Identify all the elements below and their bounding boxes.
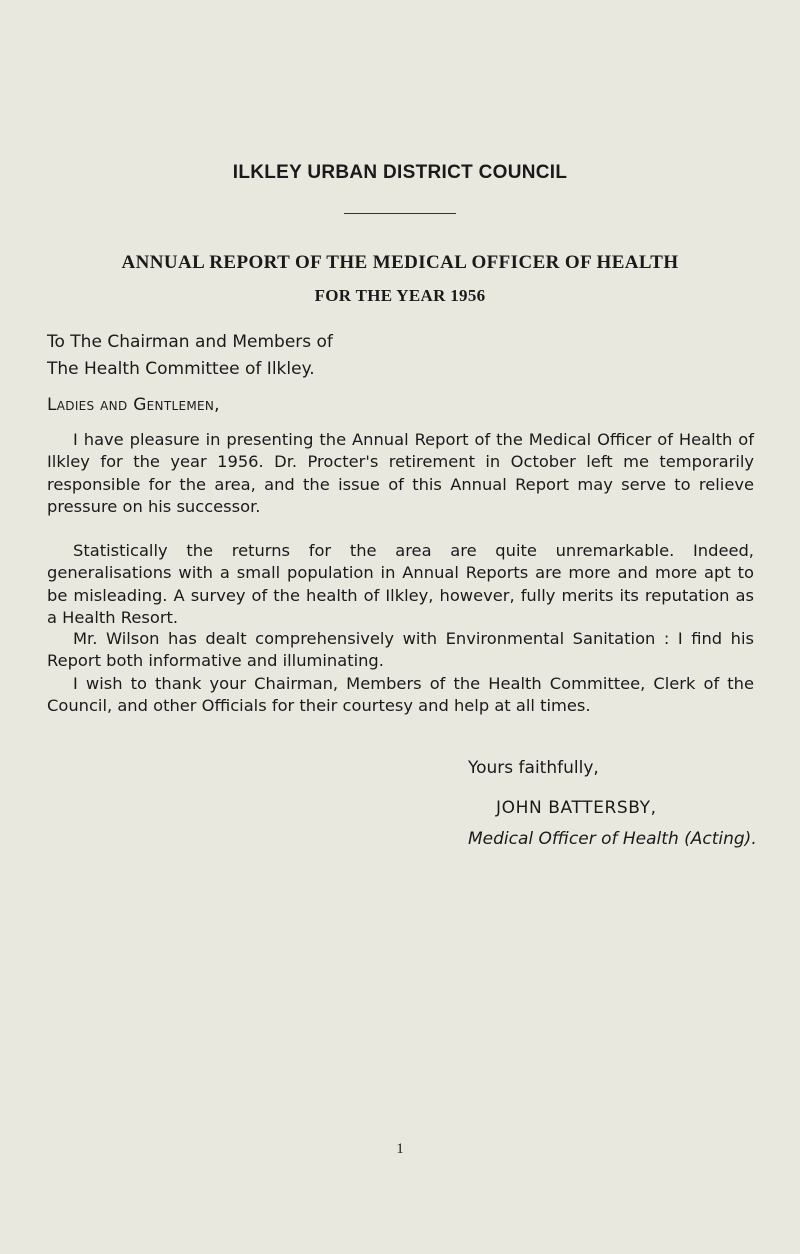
- council-title: ILKLEY URBAN DISTRICT COUNCIL: [232, 162, 568, 183]
- body-paragraph: I have pleasure in presenting the Annual Report of the Medical Officer of Health of Ilkley for the year 1956. Dr. Procter's retirement in October left me temporarily responsible for the area, and the issue of this Annual Report may serve to relieve pressure on his successor.: [47, 430, 754, 517]
- addressee-line-2: The Health Committee of Ilkley.: [47, 359, 315, 379]
- report-title: ANNUAL REPORT OF THE MEDICAL OFFICER OF HEALTH: [121, 252, 679, 273]
- addressee-line-1: To The Chairman and Members of: [47, 332, 333, 352]
- signatory-name: JOHN BATTERSBY,: [496, 798, 657, 818]
- page-number: 1: [396, 1141, 404, 1157]
- salutation: Ladies and Gentlemen,: [47, 395, 220, 415]
- body-paragraph: I wish to thank your Chairman, Members of the Health Committee, Clerk of the Council, and other Officials for their courtesy and help at all times.: [47, 674, 754, 716]
- signatory-title: Medical Officer of Health (Acting).: [468, 829, 757, 849]
- body-paragraph: Mr. Wilson has dealt comprehensively with Environmental Sanitation : I find his Report both informative and illuminating.: [47, 629, 754, 671]
- closing-phrase: Yours faithfully,: [468, 758, 599, 778]
- report-subtitle: FOR THE YEAR 1956: [314, 286, 486, 305]
- body-paragraph: Statistically the returns for the area are quite unremarkable. Indeed, generalisations with a small population in Annual Reports are more and more apt to be misleading. A survey of the health of Ilkley, however, fully merits its reputation as a Health Resort.: [47, 541, 754, 628]
- addressee-block: [47, 329, 333, 383]
- title-divider: [344, 213, 456, 214]
